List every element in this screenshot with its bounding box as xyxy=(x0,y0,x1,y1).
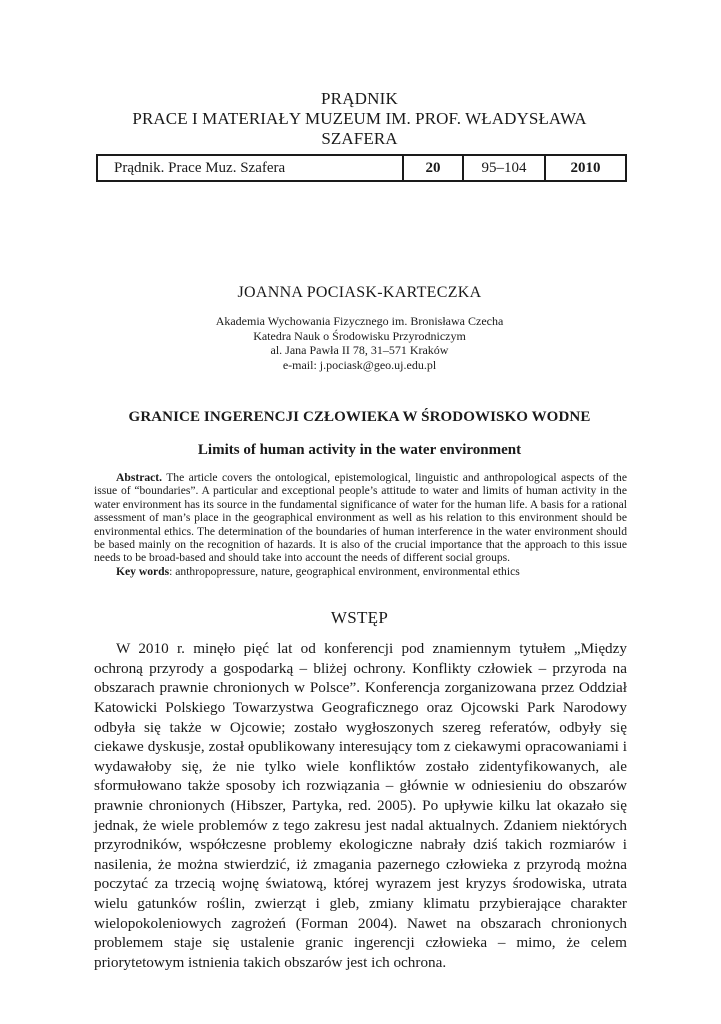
citation-volume: 20 xyxy=(404,156,464,180)
article-title-pl: GRANICE INGERENCJI CZŁOWIEKA W ŚRODOWISKO WODNE xyxy=(128,409,591,425)
section-heading: WSTĘP xyxy=(330,608,389,628)
article-title-en: Limits of human activity in the water environment xyxy=(197,442,522,458)
author-name: JOANNA POCIASK-KARTECZKA xyxy=(237,284,482,301)
body-paragraph: W 2010 r. minęło pięć lat od konferencji pod znamiennym tytułem „Między ochroną przyrody a gospodarką – bliżej ochrony. Konflikty człowiek – przyroda na obszarach prawnie chronionych w Polsce”. Konferencja zorganizowana przez Oddział Katowicki Polskiego Towarzystwa Geograficznego oraz Ojcowski Park Narodowy odbyła się także w Ojcowie; zostało wygłoszonych szereg referatów, odbyły się ciekawe dyskusje, został opublikowany interesujący tom z ciekawymi opracowaniami i wydawałoby się, że nie tylko wiele konfliktów zostało zidentyfikowanych, ale sformułowano także sposoby ich rozwiązania – głównie w odniesieniu do obszarów prawnie chronionych (Hibszer, Partyka, red. 2005). Po upływie kilku lat okazało się jednak, że wiele problemów z tego zakresu jest nadal aktualnych. Zdaniem niektórych przyrodników, współczesne problemy ekologiczne nabrały dziś takich rozmiarów i nasilenia, że można stwierdzić, iż zmagania pazernego człowieka z przyrodą można poczytać za trzecią wojnę światową, której wyrazem jest kryzys środowiska, utrata wielu gatunków roślin, zwierząt i gleb, zmiany klimatu przybierające charakter wielopokoleniowych zagrożeń (Forman 2004). Nawet na obszarach chronionych problemem staje się ustalenie granic ingerencji człowieka – mimo, że celem priorytetowym istnienia takich obszarów jest ich ochrona. xyxy=(94,640,627,971)
journal-name: PRĄDNIK xyxy=(321,89,398,108)
affiliation-line: Akademia Wychowania Fizycznego im. Bronisława Czecha xyxy=(215,314,504,328)
abstract-label: Abstract. xyxy=(116,471,163,484)
citation-journal: Prądnik. Prace Muz. Szafera xyxy=(98,156,404,180)
body-text xyxy=(94,639,627,972)
keywords-label: Key words xyxy=(116,564,170,578)
abstract-paragraph xyxy=(94,471,627,565)
abstract xyxy=(94,471,627,578)
keywords xyxy=(94,565,627,578)
author-email: e-mail: j.pociask@geo.uj.edu.pl xyxy=(282,357,437,372)
author-affiliation xyxy=(94,314,625,372)
keywords-text: : anthropopressure, nature, geographical environment, environmental ethics xyxy=(169,564,520,578)
abstract-text: The article covers the ontological, epistemological, linguistic and anthropological aspects of the issue of “boundaries”. A particular and exceptional people’s attitude to water and limits of human activity in the water environment has its source in the fundamental significance of water for the human life. A basis for a rational assessment of man’s place in the geographical environment as well as his relation to this environment should be environmental ethics. The determination of the boundaries of human interference in the water environment should be based mainly on the recognition of hazards. It is also of the crucial importance that the approach to this issue needs to be broad-based and should take into account the needs of different social groups. xyxy=(94,471,627,565)
affiliation-line: al. Jana Pawła II 78, 31–571 Kraków xyxy=(270,343,449,357)
citation-pages: 95–104 xyxy=(464,156,546,180)
journal-subtitle: PRACE I MATERIAŁY MUZEUM IM. PROF. WŁADYSŁAWA SZAFERA xyxy=(132,109,587,148)
affiliation-line: Katedra Nauk o Środowisku Przyrodniczym xyxy=(253,328,466,343)
citation-year: 2010 xyxy=(570,159,601,176)
citation-box xyxy=(96,154,627,182)
